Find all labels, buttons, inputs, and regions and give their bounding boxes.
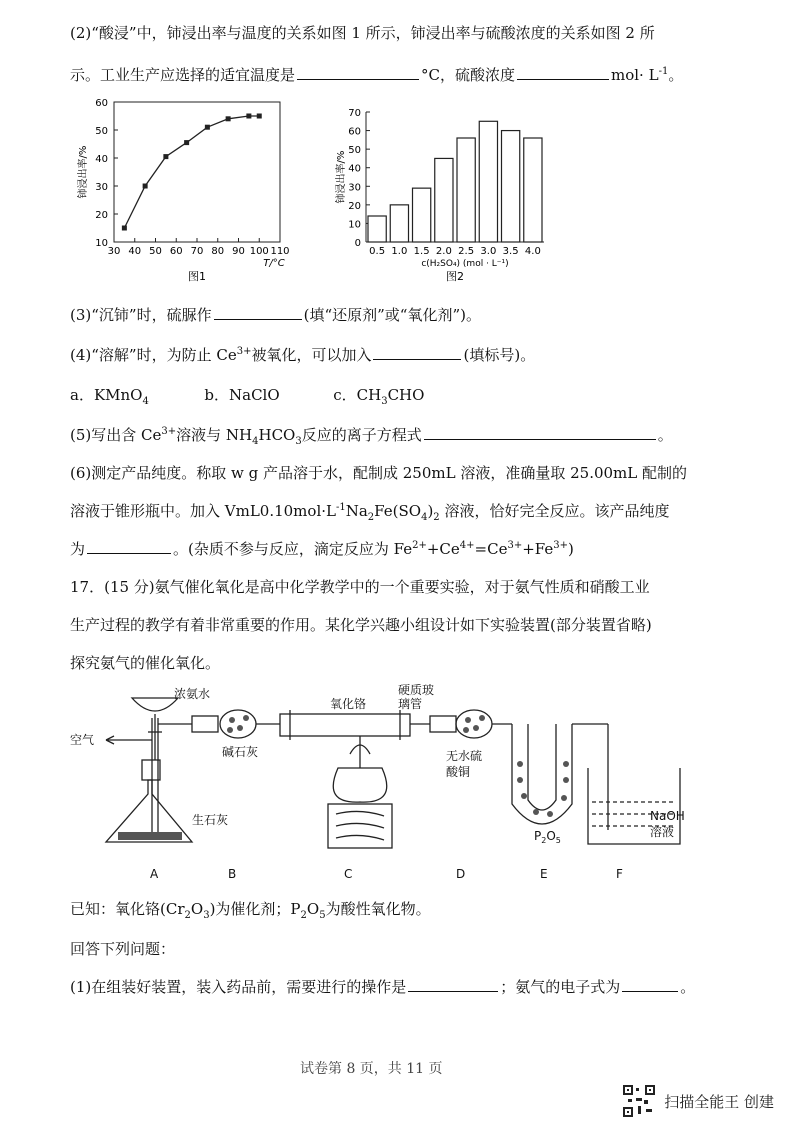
q2-line2: 示。工业生产应选择的适宜温度是 °C，硫酸浓度 $mol\cdot L^{-1}$。 — [70, 66, 684, 84]
y-tick-label: 20 — [348, 200, 361, 212]
y-tick-label: 40 — [348, 163, 361, 175]
bar — [479, 121, 497, 242]
label-naoh-2: 溶液 — [650, 825, 675, 839]
x-tick-label: 4.0 — [524, 246, 541, 257]
bar — [457, 138, 475, 242]
x-tick-label: 1.5 — [413, 246, 430, 257]
x-tick-label: 50 — [149, 246, 162, 257]
x-tick-label: 100 — [249, 246, 269, 257]
x-tick-label: 40 — [128, 246, 142, 257]
q2-line1: (2)“酸浸”中，铈浸出率与温度的关系如图 1 所示，铈浸出率与硫酸浓度的关系如图 2 所 — [70, 24, 655, 42]
y-tick-label: 30 — [95, 182, 108, 193]
q6-line2: 溶液于锥形瓶中。加入 $VmL0.10mol\cdot L^{-1}Na_2Fe(SO_4)_2$ 溶液，恰好完全反应。该产品纯度 — [70, 502, 670, 523]
data-point — [163, 154, 168, 159]
bar — [413, 188, 431, 242]
series-line — [124, 116, 259, 228]
data-point — [246, 114, 251, 119]
label-conc-ammonia: 浓氨水 — [174, 687, 211, 701]
label-c: C — [344, 867, 353, 881]
q4-blank[interactable] — [373, 345, 461, 360]
bar — [390, 205, 408, 242]
y-axis-label: 铈浸出率/% — [336, 150, 347, 204]
q5-blank[interactable] — [424, 425, 656, 440]
label-f: F — [616, 867, 623, 881]
data-point — [257, 114, 262, 119]
q17-line3: 探究氨气的催化氧化。 — [70, 654, 221, 672]
y-tick-label: 10 — [348, 219, 361, 231]
y-tick-label: 20 — [95, 210, 108, 221]
x-tick-label: 30 — [107, 246, 121, 257]
qr-code-icon — [622, 1084, 656, 1118]
y-tick-label: 50 — [348, 145, 361, 157]
label-naoh-1: NaOH — [650, 809, 685, 823]
q4: (4)“溶解”时，为防止 $Ce^{3+}$被氧化，可以加入 (填标号)。 — [70, 346, 536, 364]
x-tick-label: 60 — [169, 246, 183, 257]
x-tick-label: 110 — [270, 246, 290, 257]
figure-1-line-chart — [70, 92, 310, 284]
page-footer: 试卷第 8 页，共 11 页 — [300, 1061, 443, 1077]
label-cuso4-2: 酸铜 — [446, 765, 471, 779]
data-point — [226, 116, 231, 121]
q17-line2: 生产过程的教学有着非常重要的作用。某化学兴趣小组设计如下实验装置(部分装置省略) — [70, 616, 652, 634]
y-axis-label: 铈浸出率/% — [78, 145, 89, 199]
bar — [524, 138, 542, 242]
label-quicklime: 生石灰 — [192, 813, 229, 827]
data-point — [122, 226, 127, 231]
y-tick-label: 10 — [95, 238, 108, 249]
bar — [368, 216, 386, 242]
y-tick-label: 0 — [354, 238, 361, 249]
x-tick-label: 3.5 — [502, 246, 519, 257]
label-a: A — [150, 867, 159, 881]
q17-line1: 17．(15 分)氨气催化氧化是高中化学教学中的一个重要实验，对于氨气性质和硝酸工业 — [70, 578, 650, 596]
scanner-brand: 扫描全能王 创建 — [622, 1084, 774, 1118]
label-d: D — [456, 867, 466, 881]
q6-blank[interactable] — [87, 539, 171, 554]
bar — [502, 131, 520, 242]
q3: (3)“沉铈”时，硫脲作 (填“还原剂”或“氧化剂”)。 — [70, 306, 481, 324]
x-tick-label: 2.0 — [435, 246, 452, 257]
data-point — [205, 125, 210, 130]
q6-line1: (6)测定产品纯度。称取 w g 产品溶于水，配制成 250mL 溶液，准确量取 25.00mL 配制的 — [70, 464, 688, 482]
y-tick-label: 60 — [348, 126, 361, 138]
y-tick-label: 30 — [348, 182, 361, 194]
y-tick-label: 60 — [95, 98, 108, 109]
apparatus-diagram — [60, 684, 740, 884]
x-tick-label: 80 — [211, 246, 225, 257]
q6-line3: 为 。(杂质不参与反应，滴定反应为 $Fe^{2+}+Ce^{4+}=Ce^{3+}+Fe^{3+}$) — [70, 540, 574, 558]
label-b: B — [228, 867, 237, 881]
label-e: E — [540, 867, 548, 881]
data-point — [184, 140, 189, 145]
q17-1-blank-electron[interactable] — [622, 977, 678, 992]
known-info: 已知：氧化铬$(Cr_2O_3)$为催化剂；$P_2O_5$为酸性氧化物。 — [70, 900, 431, 921]
q17-1-blank-operation[interactable] — [408, 977, 498, 992]
label-p2o5: $P_2O_5$ — [534, 829, 561, 845]
temperature-blank[interactable] — [297, 65, 419, 80]
option-b: b．NaClO — [204, 386, 280, 404]
x-tick-label: 2.5 — [458, 246, 475, 257]
figure-2-bar-chart — [330, 104, 560, 284]
q4-options — [70, 384, 424, 407]
chart-title: 图2 — [446, 270, 464, 283]
x-tick-label: 1.0 — [391, 246, 408, 257]
option-c: c．$CH_3CHO$ — [333, 386, 425, 407]
label-cuso4-1: 无水硫 — [446, 749, 483, 763]
label-soda-lime: 碱石灰 — [222, 745, 259, 759]
bar — [435, 158, 453, 242]
x-tick-label: 90 — [232, 246, 245, 257]
data-point — [143, 184, 148, 189]
plot-frame — [114, 102, 280, 242]
option-a: a．KMnO$_4$ — [70, 386, 149, 407]
x-tick-label: 3.0 — [480, 246, 497, 257]
answer-prompt: 回答下列问题： — [70, 940, 176, 958]
label-chromium-oxide: 氧化铬 — [330, 697, 367, 711]
x-axis-label: T/°C — [263, 258, 285, 269]
x-tick-label: 70 — [190, 246, 204, 257]
y-tick-label: 50 — [95, 126, 108, 137]
y-tick-label: 40 — [95, 154, 108, 165]
x-axis-label: c(H₂SO₄) (mol · L⁻¹) — [421, 259, 509, 269]
q3-blank[interactable] — [214, 305, 302, 320]
label-glass-tube-2: 璃管 — [398, 697, 423, 711]
concentration-blank[interactable] — [517, 65, 609, 80]
q17-1: (1)在组装好装置，装入药品前，需要进行的操作是 ；氨气的电子式为 。 — [70, 978, 696, 996]
q5: (5)写出含 $Ce^{3+}$溶液与 $NH_4HCO_3$反应的离子方程式 。 — [70, 426, 673, 447]
y-tick-label: 70 — [348, 108, 361, 119]
label-glass-tube-1: 硬质玻 — [398, 684, 435, 697]
x-tick-label: 0.5 — [369, 246, 386, 257]
label-air: 空气 — [70, 733, 95, 747]
chart-title: 图1 — [188, 270, 206, 283]
